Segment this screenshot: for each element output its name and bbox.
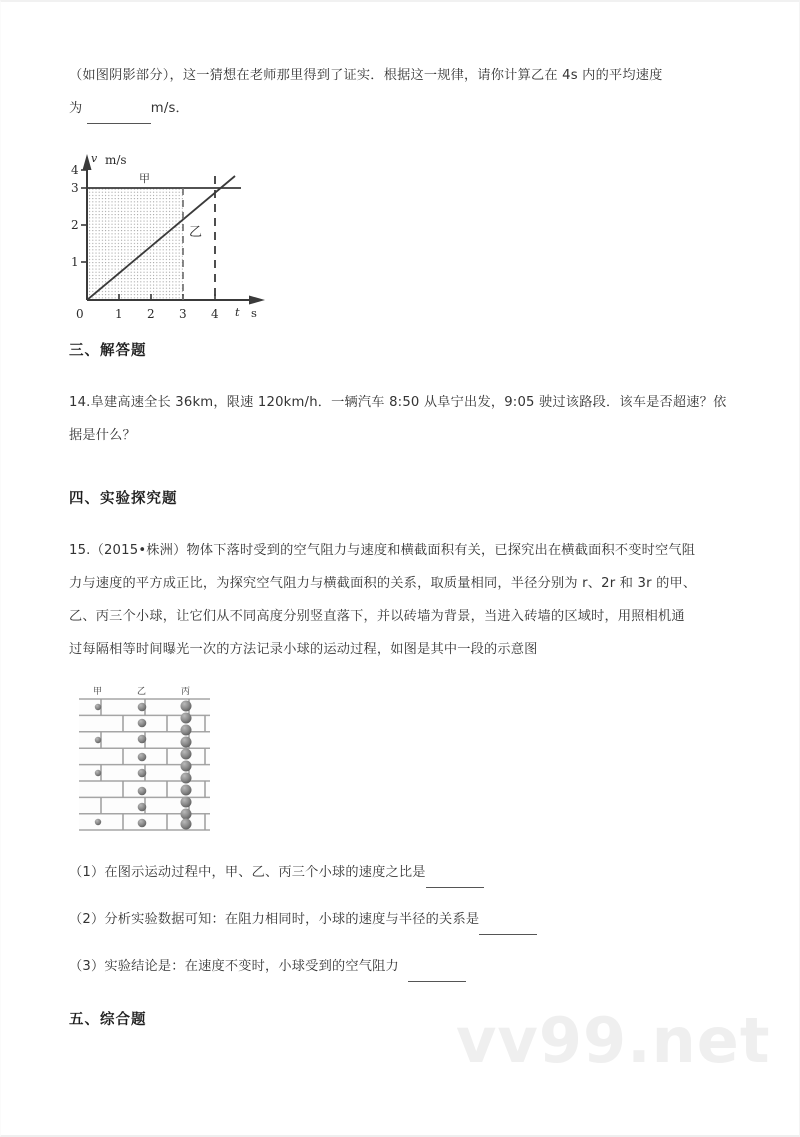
q15-sub3-blank[interactable] [408, 968, 466, 982]
x-tick-1: 1 [115, 307, 123, 321]
x-axis-arrow-icon [249, 296, 265, 305]
q15-subquestion-1 [69, 857, 733, 888]
q15-line4: 过每隔相等时间曝光一次的方法记录小球的运动过程，如图是其中一段的示意图 [69, 642, 538, 657]
q15-line1: 15.（2015•株洲）物体下落时受到的空气阻力与速度和横截面积有关，已探究出在横截面积不变时空气阻 [69, 543, 696, 558]
q13-tail-line2 [69, 93, 733, 124]
q15-sub1-text: 在图示运动过程中，甲、乙、丙三个小球的速度之比是 [104, 865, 426, 880]
x-tick-2: 2 [147, 307, 155, 321]
q14-line1: 14.阜建高速全长 36km，限速 120km/h．一辆汽车 8:50 从阜宁出发，9:05 驶过该路段．该车是否超速？依 [69, 395, 727, 410]
document-content [69, 60, 733, 1032]
series-label-yi: 乙 [189, 225, 203, 240]
brick-wall-svg [77, 681, 217, 833]
y-tick-4: 4 [71, 163, 79, 177]
q15-subquestion-3 [69, 951, 733, 982]
section-heading-four: 四、实验探究题 [69, 491, 178, 507]
series-label-jia: 甲 [139, 172, 150, 185]
brick-column-label-jia: 甲 [93, 687, 103, 697]
velocity-time-graph [63, 140, 293, 325]
y-axis-label: v [91, 152, 98, 165]
x-axis-unit: s [251, 306, 257, 320]
q13-answer-prefix: 为 [69, 101, 83, 116]
q15-subquestion-2 [69, 904, 733, 935]
y-tick-2: 2 [71, 218, 79, 232]
q15-sub1-blank[interactable] [426, 874, 484, 888]
shaded-region [87, 188, 183, 300]
brick-column-label-yi: 乙 [137, 687, 147, 697]
brick-wall-figure [77, 681, 217, 833]
ball-track-bing [181, 701, 192, 830]
q15-line3: 乙、丙三个小球，让它们从不同高度分别竖直落下，并以砖墙为背景，当进入砖墙的区域时，用照相机通 [69, 609, 685, 624]
q15-sub1-label: （1） [69, 865, 105, 880]
brick-column-label-bing: 丙 [181, 687, 191, 697]
watermark: vv99.net [456, 1004, 771, 1077]
x-tick-3: 3 [179, 307, 187, 321]
q13-tail-line1: （如图阴影部分），这一猜想在老师那里得到了证实．根据这一规律，请你计算乙在 4s 内的平均速度 [69, 68, 663, 83]
x-axis-label: t [235, 305, 240, 319]
y-tick-3: 3 [71, 181, 79, 195]
origin-label: 0 [76, 307, 84, 321]
q15-sub3-text: 实验结论是：在速度不变时，小球受到的空气阻力 [104, 959, 399, 974]
q15-line2: 力与速度的平方成正比，为探究空气阻力与横截面积的关系，取质量相同，半径分别为 r、2r 和 3r 的甲、 [69, 576, 697, 591]
q15-sub2-text: 分析实验数据可知：在阻力相同时，小球的速度与半径的关系是 [104, 912, 480, 927]
q15-sub3-label: （3） [69, 959, 105, 974]
q13-answer-unit: m/s． [150, 101, 189, 116]
y-axis-unit: m/s [105, 153, 127, 167]
section-heading-five: 五、综合题 [69, 1012, 147, 1028]
q15-sub2-label: （2） [69, 912, 105, 927]
q14-line2: 据是什么？ [69, 428, 136, 443]
velocity-time-graph-svg [63, 140, 293, 325]
y-tick-1: 1 [71, 255, 79, 269]
q15-sub2-blank[interactable] [479, 921, 537, 935]
q13-answer-blank[interactable] [87, 110, 151, 124]
x-tick-4: 4 [211, 307, 219, 321]
section-heading-three: 三、解答题 [69, 343, 147, 359]
